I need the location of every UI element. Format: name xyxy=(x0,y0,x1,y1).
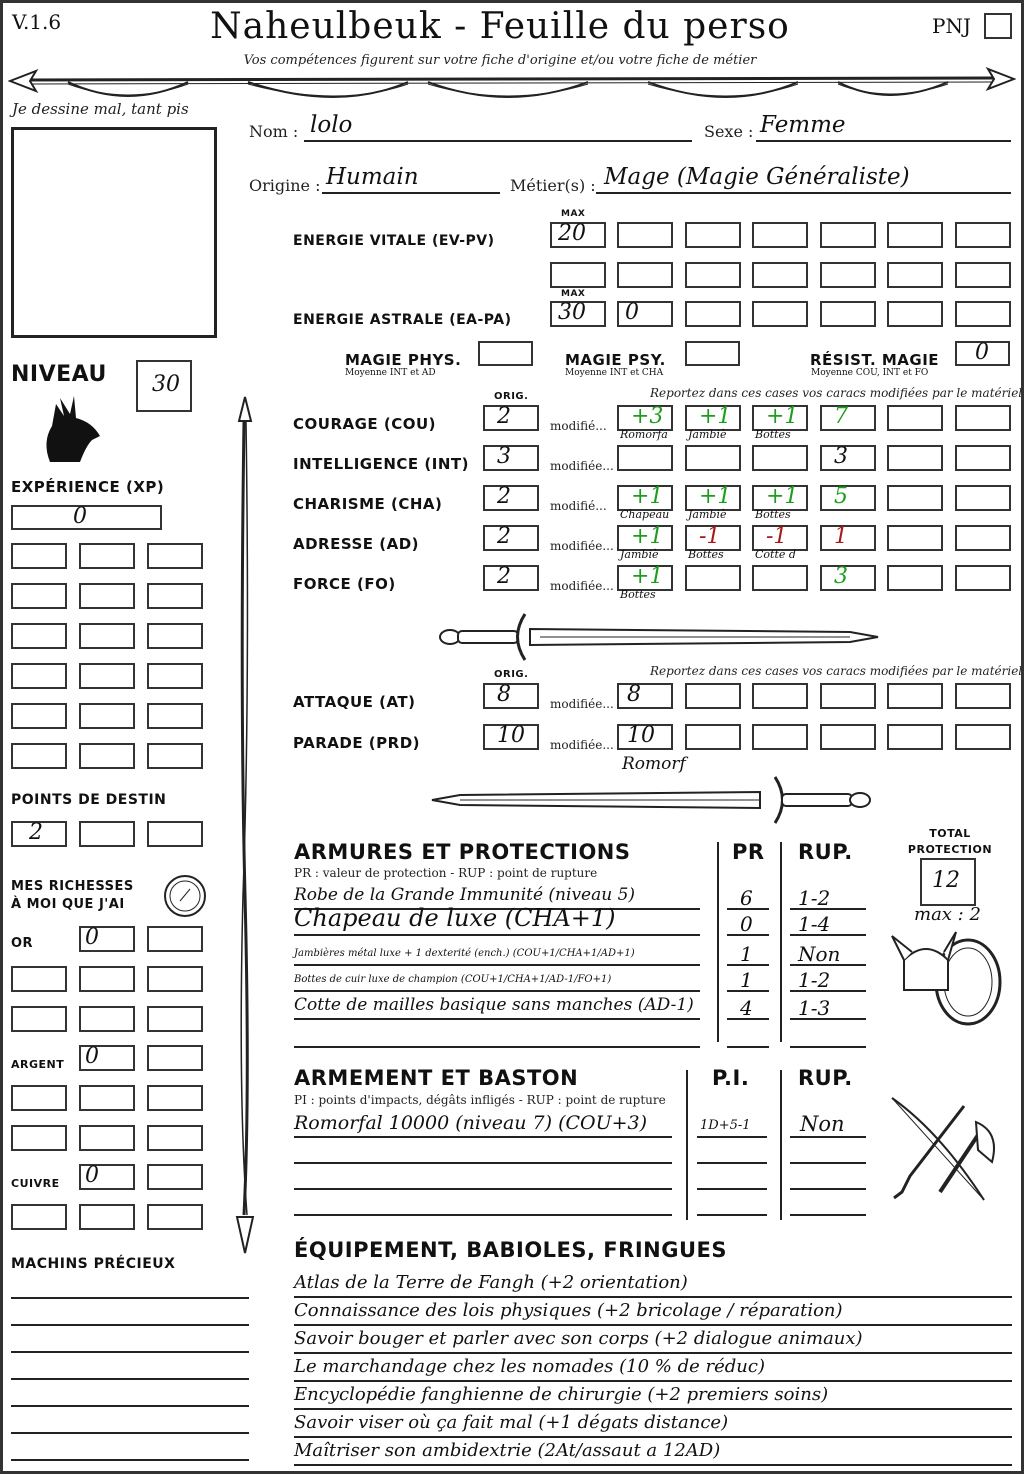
money-box[interactable] xyxy=(147,1204,203,1230)
stat-mod-label: modifié... xyxy=(550,419,607,433)
combat-mod-label: modifiée... xyxy=(550,697,614,711)
weapons-subtitle: PI : points d'impacts, dégâts infligés - RUP : point de rupture xyxy=(294,1093,666,1107)
xp-history-box[interactable] xyxy=(11,623,67,649)
xp-history-box[interactable] xyxy=(11,703,67,729)
total-protection-box[interactable]: 12 xyxy=(920,858,976,906)
weapon-rup-line xyxy=(790,1188,866,1190)
stat-cell-source: Bottes xyxy=(688,548,724,561)
sword-icon xyxy=(430,612,880,662)
origine-value[interactable]: Humain xyxy=(326,164,419,190)
staff-icon xyxy=(230,395,260,1255)
xp-history-box[interactable] xyxy=(79,703,135,729)
max-note: max : 2 xyxy=(914,904,981,925)
weapon-rup-line xyxy=(790,1136,866,1138)
ea-box[interactable] xyxy=(955,301,1011,327)
ev-box[interactable] xyxy=(685,222,741,248)
ea-box[interactable] xyxy=(550,301,606,327)
weapons-crossed-icon xyxy=(880,1092,1000,1217)
destin-label: POINTS DE DESTIN xyxy=(11,792,167,808)
stat-mod-label: modifiée... xyxy=(550,459,614,473)
combat-cell-box[interactable] xyxy=(685,724,741,750)
money-box[interactable] xyxy=(11,1085,67,1111)
equipment-title: ÉQUIPEMENT, BABIOLES, FRINGUES xyxy=(294,1238,727,1262)
ev-box[interactable] xyxy=(752,222,808,248)
stat-cell-box[interactable] xyxy=(955,405,1011,431)
xp-history-box[interactable] xyxy=(79,623,135,649)
money-box[interactable] xyxy=(147,966,203,992)
stat-cell-source: Chapeau xyxy=(620,508,670,521)
resist-magie-note: Moyenne COU, INT et FO xyxy=(811,368,929,378)
magie-phys-label: MAGIE PHYS. xyxy=(345,351,462,369)
stats-report-note: Reportez dans ces cases vos caracs modifiées par le matériel xyxy=(650,386,1023,400)
metier-label: Métier(s) : xyxy=(510,176,596,195)
ea-box[interactable] xyxy=(617,301,673,327)
armor-item-pr[interactable]: 0 xyxy=(740,912,753,936)
stat-mod-label: modifié... xyxy=(550,499,607,513)
stat-cell-box-value: 5 xyxy=(834,484,848,509)
xp-history-box[interactable] xyxy=(147,663,203,689)
xp-history-box[interactable] xyxy=(11,663,67,689)
sexe-label: Sexe : xyxy=(704,122,754,141)
armor-line xyxy=(294,964,700,966)
combat-label: ATTAQUE (AT) xyxy=(293,693,416,711)
stat-orig-box-value: 3 xyxy=(497,444,511,469)
stat-orig-box[interactable] xyxy=(483,565,539,591)
equipment-item[interactable]: Le marchandage chez les nomades (10 % de réduc) xyxy=(294,1356,765,1377)
stat-cell-box-value: +1 xyxy=(631,524,664,549)
machins-line[interactable] xyxy=(11,1351,249,1353)
stat-cell-box[interactable] xyxy=(820,485,876,511)
money-box[interactable] xyxy=(79,966,135,992)
total-protection-label xyxy=(900,826,1000,858)
xp-history-box[interactable] xyxy=(79,743,135,769)
destin-box[interactable] xyxy=(11,821,67,847)
resist-magie-label: RÉSIST. MAGIE xyxy=(810,351,940,369)
stat-cell-box[interactable] xyxy=(752,565,808,591)
ev-box[interactable] xyxy=(617,262,673,288)
weapons-col-pi: P.I. xyxy=(712,1066,750,1090)
combat-cell-box[interactable] xyxy=(820,724,876,750)
stat-cell-source: Bottes xyxy=(755,508,791,521)
money-box[interactable] xyxy=(147,1006,203,1032)
ev-box[interactable] xyxy=(887,222,943,248)
ea-box-value: 0 xyxy=(625,300,639,325)
stat-orig-box-value: 2 xyxy=(497,564,511,589)
ea-box[interactable] xyxy=(887,301,943,327)
total-label-line1: TOTAL xyxy=(929,827,971,840)
resist-magie-box[interactable]: 0 xyxy=(955,341,1010,366)
stat-cell-source: Bottes xyxy=(755,428,791,441)
equipment-item[interactable]: Atlas de la Terre de Fangh (+2 orientation) xyxy=(294,1272,688,1293)
pnj-checkbox[interactable] xyxy=(984,13,1012,39)
armor-item-rup[interactable]: 1-4 xyxy=(798,912,831,936)
ev-box[interactable] xyxy=(617,222,673,248)
equipment-item[interactable]: Savoir viser où ça fait mal (+1 dégats distance) xyxy=(294,1412,729,1433)
weapon-pi-line xyxy=(697,1188,767,1190)
niveau-box[interactable]: 30 xyxy=(136,360,192,412)
combat-report-note: Reportez dans ces cases vos caracs modifiées par le matériel xyxy=(650,664,1023,678)
stat-cell-box-value: 7 xyxy=(834,404,848,429)
armor-line xyxy=(294,990,700,992)
stat-cell-box[interactable] xyxy=(955,565,1011,591)
magie-phys-box[interactable] xyxy=(478,341,533,366)
xp-history-box[interactable] xyxy=(147,623,203,649)
ev-box[interactable] xyxy=(550,222,606,248)
sexe-value[interactable]: Femme xyxy=(760,112,846,138)
combat-orig-box-value: 10 xyxy=(497,723,525,748)
xp-history-box[interactable] xyxy=(11,583,67,609)
weapon-pi-line xyxy=(697,1162,767,1164)
richesses-label xyxy=(11,878,134,914)
stat-cell-box-value: +1 xyxy=(631,484,664,509)
combat-cell-box[interactable] xyxy=(685,683,741,709)
destin-box-value: 2 xyxy=(29,820,43,845)
equipment-line xyxy=(294,1464,1012,1466)
ea-box[interactable] xyxy=(685,301,741,327)
or-label: OR xyxy=(11,936,34,951)
stat-cell-box-value: +1 xyxy=(631,564,664,589)
weapon-rup-line xyxy=(790,1162,866,1164)
ea-max-label: MAX xyxy=(561,289,586,299)
stat-label: COURAGE (COU) xyxy=(293,415,437,433)
stat-mod-label: modifiée... xyxy=(550,539,614,553)
weapon-line xyxy=(294,1136,672,1138)
stat-label: FORCE (FO) xyxy=(293,575,396,593)
money-box[interactable] xyxy=(79,1164,135,1190)
money-box[interactable] xyxy=(79,1006,135,1032)
money-box[interactable] xyxy=(11,1125,67,1151)
magie-phys-note: Moyenne INT et AD xyxy=(345,368,436,378)
armor-item-pr[interactable]: 6 xyxy=(740,886,753,910)
weapon-line xyxy=(294,1162,672,1164)
stat-cell-box[interactable] xyxy=(820,445,876,471)
stat-cell-box[interactable] xyxy=(887,485,943,511)
armor-item-name[interactable]: Robe de la Grande Immunité (niveau 5) xyxy=(294,885,636,905)
machins-line[interactable] xyxy=(11,1405,249,1407)
combat-orig-box[interactable] xyxy=(483,724,539,750)
total-label-line2: PROTECTION xyxy=(907,843,993,856)
stat-cell-box[interactable] xyxy=(955,485,1011,511)
armor-item-pr[interactable]: 4 xyxy=(740,996,753,1020)
equipment-line xyxy=(294,1380,1012,1382)
money-box[interactable] xyxy=(11,1204,67,1230)
ev-box[interactable] xyxy=(820,262,876,288)
money-box[interactable] xyxy=(147,1045,203,1071)
portrait-caption: Je dessine mal, tant pis xyxy=(12,100,189,118)
ev-box[interactable] xyxy=(887,262,943,288)
armor-item-rup[interactable]: 1-3 xyxy=(798,996,831,1020)
stat-cell-box-value: +1 xyxy=(766,404,799,429)
ea-label: ENERGIE ASTRALE (EA-PA) xyxy=(293,312,512,328)
ev-box[interactable] xyxy=(752,262,808,288)
armor-item-pr[interactable]: 1 xyxy=(740,968,753,992)
ev-box[interactable] xyxy=(955,262,1011,288)
origine-label: Origine : xyxy=(249,176,321,195)
page-title: Naheulbeuk - Feuille du perso xyxy=(210,6,790,47)
equipment-item[interactable]: Encyclopédie fanghienne de chirurgie (+2 premiers soins) xyxy=(294,1384,829,1405)
stat-cell-source: Cotte d xyxy=(755,548,796,561)
combat-cell-box[interactable] xyxy=(752,683,808,709)
stat-cell-box[interactable] xyxy=(955,445,1011,471)
combat-cell-box-value: 10 xyxy=(627,723,655,748)
subtitle: Vos compétences figurent sur votre fiche d'origine et/ou votre fiche de métier xyxy=(243,53,757,68)
ev-max-label: MAX xyxy=(561,209,586,219)
sword-icon-2 xyxy=(430,775,880,825)
machins-line[interactable] xyxy=(11,1324,249,1326)
money-box[interactable] xyxy=(11,966,67,992)
niveau-label: NIVEAU xyxy=(11,362,107,387)
cuivre-label: CUIVRE xyxy=(11,1177,60,1190)
stat-cell-box[interactable] xyxy=(887,525,943,551)
weapons-title: ARMEMENT ET BASTON xyxy=(294,1066,579,1090)
combat-cell-box[interactable] xyxy=(955,724,1011,750)
xp-history-box[interactable] xyxy=(11,743,67,769)
money-box[interactable] xyxy=(79,1085,135,1111)
stat-cell-box[interactable] xyxy=(685,565,741,591)
equipment-line xyxy=(294,1324,1012,1326)
combat-cell-box[interactable] xyxy=(617,724,673,750)
stat-cell-box[interactable] xyxy=(887,445,943,471)
stat-orig-box[interactable] xyxy=(483,485,539,511)
stat-cell-box-value: 1 xyxy=(834,524,848,549)
equipment-line xyxy=(294,1436,1012,1438)
magie-psy-note: Moyenne INT et CHA xyxy=(565,368,664,378)
coin-icon xyxy=(162,873,208,919)
stat-cell-box-value: 3 xyxy=(834,444,848,469)
stat-cell-box-value: -1 xyxy=(766,524,788,549)
combat-orig-box-value: 8 xyxy=(497,682,511,707)
stat-cell-box-value: +1 xyxy=(699,484,732,509)
magie-psy-label: MAGIE PSY. xyxy=(565,351,666,369)
stat-cell-box[interactable] xyxy=(820,565,876,591)
combat-cell-box[interactable] xyxy=(955,683,1011,709)
armor-line xyxy=(294,1018,700,1020)
stat-cell-box[interactable] xyxy=(820,525,876,551)
stat-cell-box[interactable] xyxy=(955,525,1011,551)
armor-item-name[interactable]: Chapeau de luxe (CHA+1) xyxy=(294,904,616,932)
equipment-line xyxy=(294,1296,1012,1298)
ea-box[interactable] xyxy=(820,301,876,327)
xp-history-box[interactable] xyxy=(79,543,135,569)
armor-col-pr: PR xyxy=(732,840,765,864)
money-box-value: 0 xyxy=(85,1163,99,1188)
nom-label: Nom : xyxy=(249,122,299,141)
money-box[interactable] xyxy=(79,1045,135,1071)
parade-note: Romorf xyxy=(622,754,686,774)
armor-item-name[interactable]: Jambières métal luxe + 1 dexterité (ench.) (COU+1/CHA+1/AD+1) xyxy=(294,948,635,959)
xp-box[interactable]: 0 xyxy=(11,505,162,530)
armor-line xyxy=(294,934,700,936)
weapon-item-rup[interactable]: Non xyxy=(800,1112,845,1136)
money-box-value: 0 xyxy=(85,1044,99,1069)
ea-box-value: 30 xyxy=(558,300,586,325)
combat-cell-box[interactable] xyxy=(887,724,943,750)
armor-item-name[interactable]: Cotte de mailles basique sans manches (AD-1) xyxy=(294,995,694,1015)
metier-value[interactable]: Mage (Magie Généraliste) xyxy=(604,164,910,190)
xp-history-box[interactable] xyxy=(147,743,203,769)
ev-box[interactable] xyxy=(550,262,606,288)
armor-item-rup[interactable]: 1-2 xyxy=(798,886,831,910)
armor-pr-line xyxy=(727,1046,769,1048)
equipment-item[interactable]: Savoir bouger et parler avec son corps (+2 dialogue animaux) xyxy=(294,1328,863,1349)
stat-cell-box-value: -1 xyxy=(699,524,721,549)
combat-cell-box-value: 8 xyxy=(627,682,641,707)
combat-orig-label: ORIG. xyxy=(494,669,529,680)
xp-history-box[interactable] xyxy=(79,663,135,689)
magie-psy-box[interactable] xyxy=(685,341,740,366)
stat-cell-box[interactable] xyxy=(820,405,876,431)
nom-value[interactable]: lolo xyxy=(310,112,353,138)
stat-orig-box[interactable] xyxy=(483,405,539,431)
combat-cell-box[interactable] xyxy=(820,683,876,709)
stat-cell-box-value: +1 xyxy=(766,484,799,509)
equipment-line xyxy=(294,1352,1012,1354)
equipment-item[interactable]: Maîtriser son ambidextrie (2At/assaut a 12AD) xyxy=(294,1440,721,1461)
weapon-line xyxy=(294,1214,672,1216)
argent-label: ARGENT xyxy=(11,1058,65,1071)
ev-box[interactable] xyxy=(820,222,876,248)
weapon-line xyxy=(294,1188,672,1190)
stat-orig-box-value: 2 xyxy=(497,404,511,429)
armor-item-name[interactable]: Bottes de cuir luxe de champion (COU+1/CHA+1/AD-1/FO+1) xyxy=(294,974,612,985)
xp-history-box[interactable] xyxy=(147,583,203,609)
weapon-item-pi[interactable]: 1D+5-1 xyxy=(700,1118,751,1133)
armor-subtitle: PR : valeur de protection - RUP : point de rupture xyxy=(294,866,598,880)
stat-orig-box-value: 2 xyxy=(497,524,511,549)
xp-history-box[interactable] xyxy=(79,583,135,609)
weapon-item-name[interactable]: Romorfal 10000 (niveau 7) (COU+3) xyxy=(294,1112,648,1134)
money-box[interactable] xyxy=(147,926,203,952)
machins-line[interactable] xyxy=(11,1378,249,1380)
stat-cell-box[interactable] xyxy=(617,445,673,471)
combat-cell-box[interactable] xyxy=(887,683,943,709)
ev-label: ENERGIE VITALE (EV-PV) xyxy=(293,233,495,249)
money-box[interactable] xyxy=(79,1204,135,1230)
equipment-item[interactable]: Connaissance des lois physiques (+2 bricolage / réparation) xyxy=(294,1300,843,1321)
armor-title: ARMURES ET PROTECTIONS xyxy=(294,840,631,864)
dragon-icon xyxy=(40,392,106,464)
money-box[interactable] xyxy=(79,1125,135,1151)
armor-col-rup: RUP. xyxy=(798,840,853,864)
machins-line[interactable] xyxy=(11,1297,249,1299)
xp-history-box[interactable] xyxy=(147,703,203,729)
machins-line[interactable] xyxy=(11,1432,249,1434)
money-box[interactable] xyxy=(147,1085,203,1111)
money-box[interactable] xyxy=(147,1125,203,1151)
portrait-box[interactable] xyxy=(11,127,217,338)
richesses-label-line1: MES RICHESSES xyxy=(11,879,134,894)
stat-mod-label: modifiée... xyxy=(550,579,614,593)
combat-mod-label: modifiée... xyxy=(550,738,614,752)
richesses-label-line2: À MOI QUE J'AI xyxy=(11,897,125,912)
combat-orig-box[interactable] xyxy=(483,683,539,709)
stat-cell-box[interactable] xyxy=(685,445,741,471)
combat-cell-box[interactable] xyxy=(617,683,673,709)
destin-box[interactable] xyxy=(147,821,203,847)
money-box[interactable] xyxy=(79,926,135,952)
pnj-label: PNJ xyxy=(932,14,971,38)
stat-orig-box[interactable] xyxy=(483,445,539,471)
stat-cell-box[interactable] xyxy=(752,445,808,471)
money-box[interactable] xyxy=(147,1164,203,1190)
ev-box[interactable] xyxy=(685,262,741,288)
machins-line[interactable] xyxy=(11,1459,249,1461)
stat-cell-source: Jambiè xyxy=(620,548,659,561)
armor-item-rup[interactable]: Non xyxy=(798,942,841,966)
weapons-col-rup: RUP. xyxy=(798,1066,853,1090)
stat-orig-box-value: 2 xyxy=(497,484,511,509)
machins-label: MACHINS PRÉCIEUX xyxy=(11,1256,176,1272)
stat-label: CHARISME (CHA) xyxy=(293,495,443,513)
stat-cell-box-value: +3 xyxy=(631,404,664,429)
stat-cell-box[interactable] xyxy=(887,405,943,431)
stat-cell-source: Jambiè xyxy=(688,508,727,521)
version-label: V.1.6 xyxy=(12,10,62,34)
combat-cell-box[interactable] xyxy=(752,724,808,750)
stat-orig-box[interactable] xyxy=(483,525,539,551)
weapon-pi-line xyxy=(697,1136,767,1138)
stat-label: ADRESSE (AD) xyxy=(293,535,420,553)
armor-rup-line xyxy=(790,1046,866,1048)
stat-cell-box-value: +1 xyxy=(699,404,732,429)
stat-cell-source: Jambiè xyxy=(688,428,727,441)
weapon-rup-line xyxy=(790,1214,866,1216)
stat-cell-box[interactable] xyxy=(887,565,943,591)
ea-box[interactable] xyxy=(752,301,808,327)
helmet-shield-icon xyxy=(890,930,1010,1030)
ev-box-value: 20 xyxy=(558,221,586,246)
armor-line xyxy=(294,1046,700,1048)
stat-cell-box-value: 3 xyxy=(834,564,848,589)
stat-cell-source: Bottes xyxy=(620,588,656,601)
stat-cell-source: Romorfa xyxy=(620,428,668,441)
equipment-line xyxy=(294,1408,1012,1410)
stat-label: INTELLIGENCE (INT) xyxy=(293,455,469,473)
weapon-pi-line xyxy=(697,1214,767,1216)
money-box-value: 0 xyxy=(85,925,99,950)
ev-box[interactable] xyxy=(955,222,1011,248)
armor-item-pr[interactable]: 1 xyxy=(740,942,753,966)
xp-history-box[interactable] xyxy=(11,543,67,569)
armor-item-rup[interactable]: 1-2 xyxy=(798,968,831,992)
xp-history-box[interactable] xyxy=(147,543,203,569)
money-box[interactable] xyxy=(11,1006,67,1032)
combat-label: PARADE (PRD) xyxy=(293,734,421,752)
destin-box[interactable] xyxy=(79,821,135,847)
stats-orig-label: ORIG. xyxy=(494,391,529,402)
xp-label: EXPÉRIENCE (XP) xyxy=(11,478,165,496)
